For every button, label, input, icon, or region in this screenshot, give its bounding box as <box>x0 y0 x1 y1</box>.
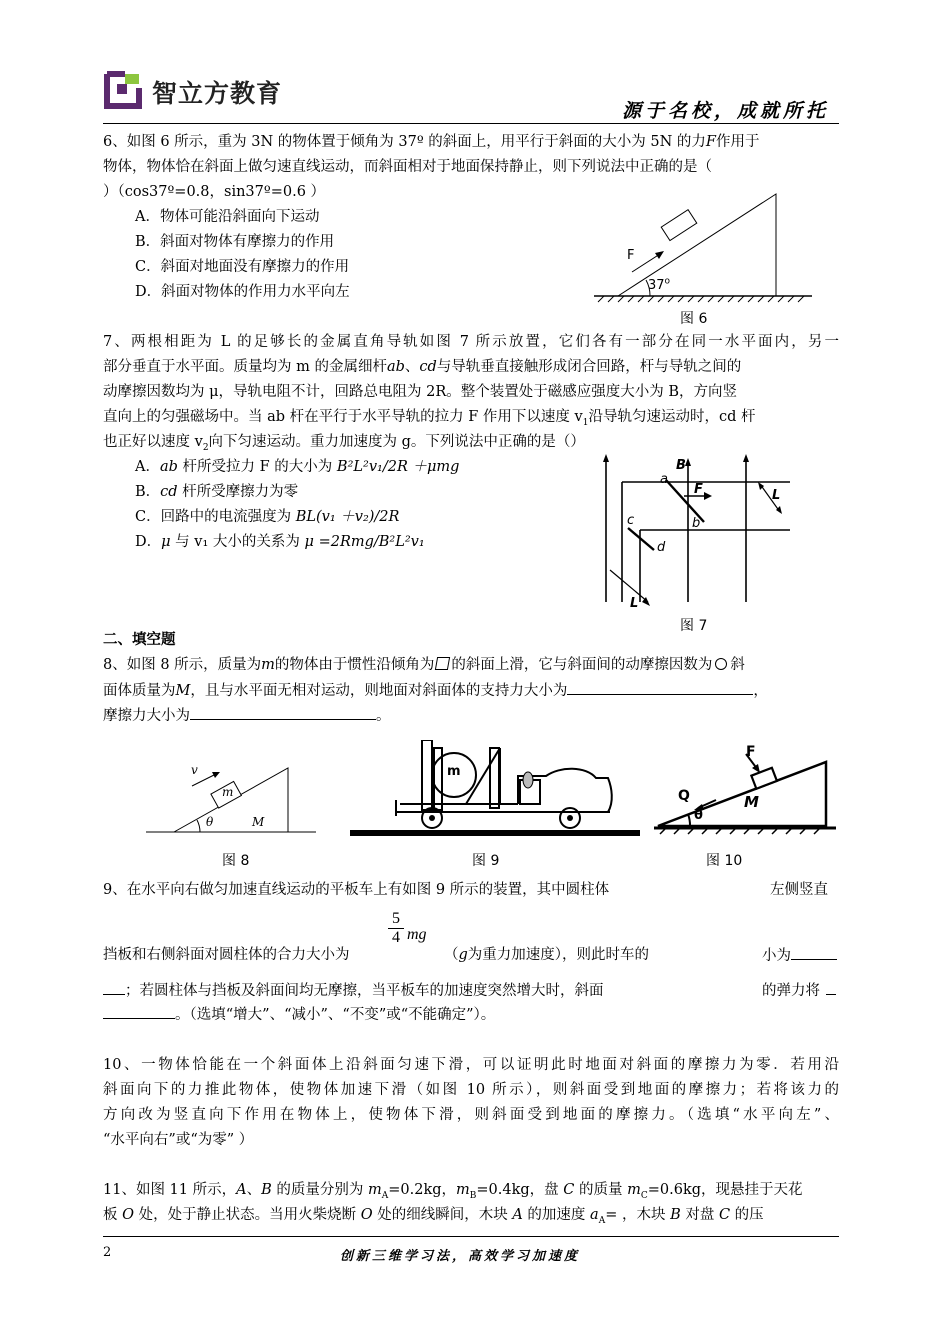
figure-7-label-l-top: L <box>772 488 781 503</box>
logo-icon <box>103 70 143 110</box>
q7-option-d: D．μ 与 v₁ 大小的关系为 μ =2Rmg/B²L²v₁ <box>135 534 425 550</box>
q9-line2c: 小为 <box>762 945 837 966</box>
q6-line1: 6、如图 6 所示，重为 3N 的物体置于倾角为 37º 的斜面上，用平行于斜面的大小为 5N 的力F作用于 <box>103 134 760 150</box>
q6-option-a: A．物体可能沿斜面向下运动 <box>135 209 320 225</box>
force-arrow-icon <box>655 251 664 259</box>
q7-line1: 7、两根相距为 L 的足够长的金属直角导轨如图 7 所示放置，它们各有一部分在同一水平面内，另一 <box>103 334 839 350</box>
page-number: 2 <box>103 1245 112 1260</box>
q9-line2b: （g为重力加速度），则此时车的 <box>444 947 650 963</box>
q9-answer-blank-2a[interactable] <box>826 980 836 995</box>
figure-7-label-a: a <box>660 472 668 487</box>
q10-line2: 斜面向下的力推此物体，使物体加速下滑（如图 10 所示），则斜面受到地面的摩擦力；若将该力的 <box>103 1082 839 1098</box>
figure-6-caption: 图 6 <box>680 311 708 327</box>
figure-9-caption: 图 9 <box>472 853 500 869</box>
figure-8-label-m: m <box>222 785 234 799</box>
q9-answer-blank-1b[interactable] <box>103 980 125 995</box>
figure-7-label-b: B <box>676 458 686 473</box>
figure-8-caption: 图 8 <box>222 853 250 869</box>
logo <box>103 70 143 110</box>
q8-line2: 面体质量为M，且与水平面无相对运动，则地面对斜面体的支持力大小为 ， <box>103 680 768 701</box>
figure-6-label-f: F <box>627 248 635 263</box>
q9-line1a: 9、在水平向右做匀加速直线运动的平板车上有如图 9 所示的装置，其中圆柱体 <box>103 882 610 898</box>
figure-8-label-big-m: M <box>252 815 265 829</box>
figure-8-label-v: v <box>191 763 198 777</box>
figure-7-label-d: d <box>657 540 666 555</box>
q7-line4: 直向上的匀强磁场中。当 ab 杆在平行于水平导轨的拉力 F 作用下以速度 $v_1$沿导轨匀速运动时，cd 杆 <box>103 409 756 428</box>
figure-10-label-m: M <box>744 793 759 811</box>
q9-line4: 。（选填“增大”、“减小”、“不变”或“不能确定”）。 <box>103 1004 495 1025</box>
figure-7-label-f: F <box>694 482 703 497</box>
q6-line3: ）（cos37º=0.8，sin37º=0.6 ） <box>103 184 326 200</box>
q11-line1: 11、如图 11 所示，A、B 的质量分别为 $m_A=0.2kg$，$m_B=0.4kg$，盘 C 的质量 $m_C=0.6kg$，现悬挂于天花 <box>103 1182 803 1201</box>
figure-10-caption: 图 10 <box>706 853 743 869</box>
q9-answer-blank-2b[interactable] <box>103 1004 175 1019</box>
q7-line2: 部分垂直于水平面。质量均为 m 的金属细杆ab、cd与导轨垂直接触形成闭合回路，杆与导轨之间的 <box>103 359 742 375</box>
mu-placeholder-icon <box>715 658 727 670</box>
figure-6-angle: 37$^o$ <box>648 276 671 293</box>
figure-10-label-q: Q <box>678 788 690 804</box>
q9-fraction: $\frac{5}{4}$ <box>388 910 404 947</box>
q6-option-c: C．斜面对地面没有摩擦力的作用 <box>135 259 350 275</box>
q11-line2: 板 O 处，处于静止状态。当用火柴烧断 O 处的细线瞬间，木块 A 的加速度 $a_A=$ ，木块 B 对盘 C 的压 <box>103 1207 764 1226</box>
q9-fraction-tail: mg <box>407 926 427 943</box>
brand-name: 智立方教育 <box>152 79 283 108</box>
footer-rule <box>103 1236 839 1237</box>
q9-answer-blank-1a[interactable] <box>791 945 837 960</box>
q10-line1: 10、一物体恰能在一个斜面体上沿斜面匀速下滑，可以证明此时地面对斜面的摩擦力为零．若用沿 <box>103 1057 839 1073</box>
q9-line2a: 挡板和右侧斜面对圆柱体的合力大小为 <box>103 947 350 963</box>
figure-6 <box>588 190 820 306</box>
q8-answer-blank-1[interactable] <box>567 680 753 695</box>
figure-7-label-b-small: b <box>692 516 701 531</box>
q8-line3: 摩擦力大小为 。 <box>103 705 391 726</box>
q7-option-a: A．ab 杆所受拉力 F 的大小为 B²L²v₁/2R ＋μmg <box>135 459 460 475</box>
section-title: 二、填空题 <box>103 632 176 648</box>
figure-10-label-f: F <box>746 744 756 760</box>
force-arrow-icon <box>752 764 760 773</box>
header-rule <box>103 123 839 124</box>
figure-8-label-theta: θ <box>206 815 214 829</box>
q7-option-c: C．回路中的电流强度为 BL(v₁ ＋v₂)/2R <box>135 509 400 525</box>
q6-line2: 物体，物体恰在斜面上做匀速直线运动，而斜面相对于地面保持静止，则下列说法中正确的是（ <box>103 159 712 175</box>
figure-9-label-m: m <box>447 764 461 779</box>
q9-line3a: ；若圆柱体与挡板及斜面间均无摩擦，当平板车的加速度突然增大时，斜面 <box>103 980 604 1001</box>
figure-10-label-theta: θ <box>694 808 703 823</box>
figure-7-label-l-bottom: L <box>630 596 639 611</box>
figure-7-caption: 图 7 <box>680 618 708 634</box>
q10-line4: “水平向右”或“为零” ） <box>103 1132 254 1148</box>
force-arrow-icon <box>704 492 712 500</box>
q8-line1: 8、如图 8 所示，质量为m的物体由于惯性沿倾角为 的斜面上滑，它与斜面间的动摩擦因数为 斜 <box>103 657 745 673</box>
q10-line3: 方向改为竖直向下作用在物体上，使物体下滑，则斜面受到地面的摩擦力。（选填“水平向左”、 <box>103 1107 839 1123</box>
header-motto: 源于名校，成就所托 <box>622 100 830 122</box>
footer-slogan: 创新三维学习法，高效学习加速度 <box>340 1249 581 1264</box>
q9-line1b: 左侧竖直 <box>770 882 828 898</box>
q6-option-b: B．斜面对物体有摩擦力的作用 <box>135 234 335 250</box>
q7-option-b: B．cd 杆所受摩擦力为零 <box>135 484 299 500</box>
q7-line5: 也正好以速度 $v_2$向下匀速运动。重力加速度为 g。下列说法中正确的是（） <box>103 434 585 453</box>
figure-7-label-c: c <box>627 513 635 528</box>
figure-9 <box>350 740 640 840</box>
figure-7 <box>600 452 800 618</box>
q7-line3: 动摩擦因数均为 μ，导轨电阻不计，回路总电阻为 2R。整个装置处于磁感应强度大小为 B，方向竖 <box>103 384 738 400</box>
q9-line3b: 的弹力将 <box>762 980 836 1001</box>
theta-placeholder-icon <box>435 657 450 670</box>
q8-answer-blank-2[interactable] <box>190 705 376 720</box>
q6-option-d: D．斜面对物体的作用力水平向左 <box>135 284 350 300</box>
